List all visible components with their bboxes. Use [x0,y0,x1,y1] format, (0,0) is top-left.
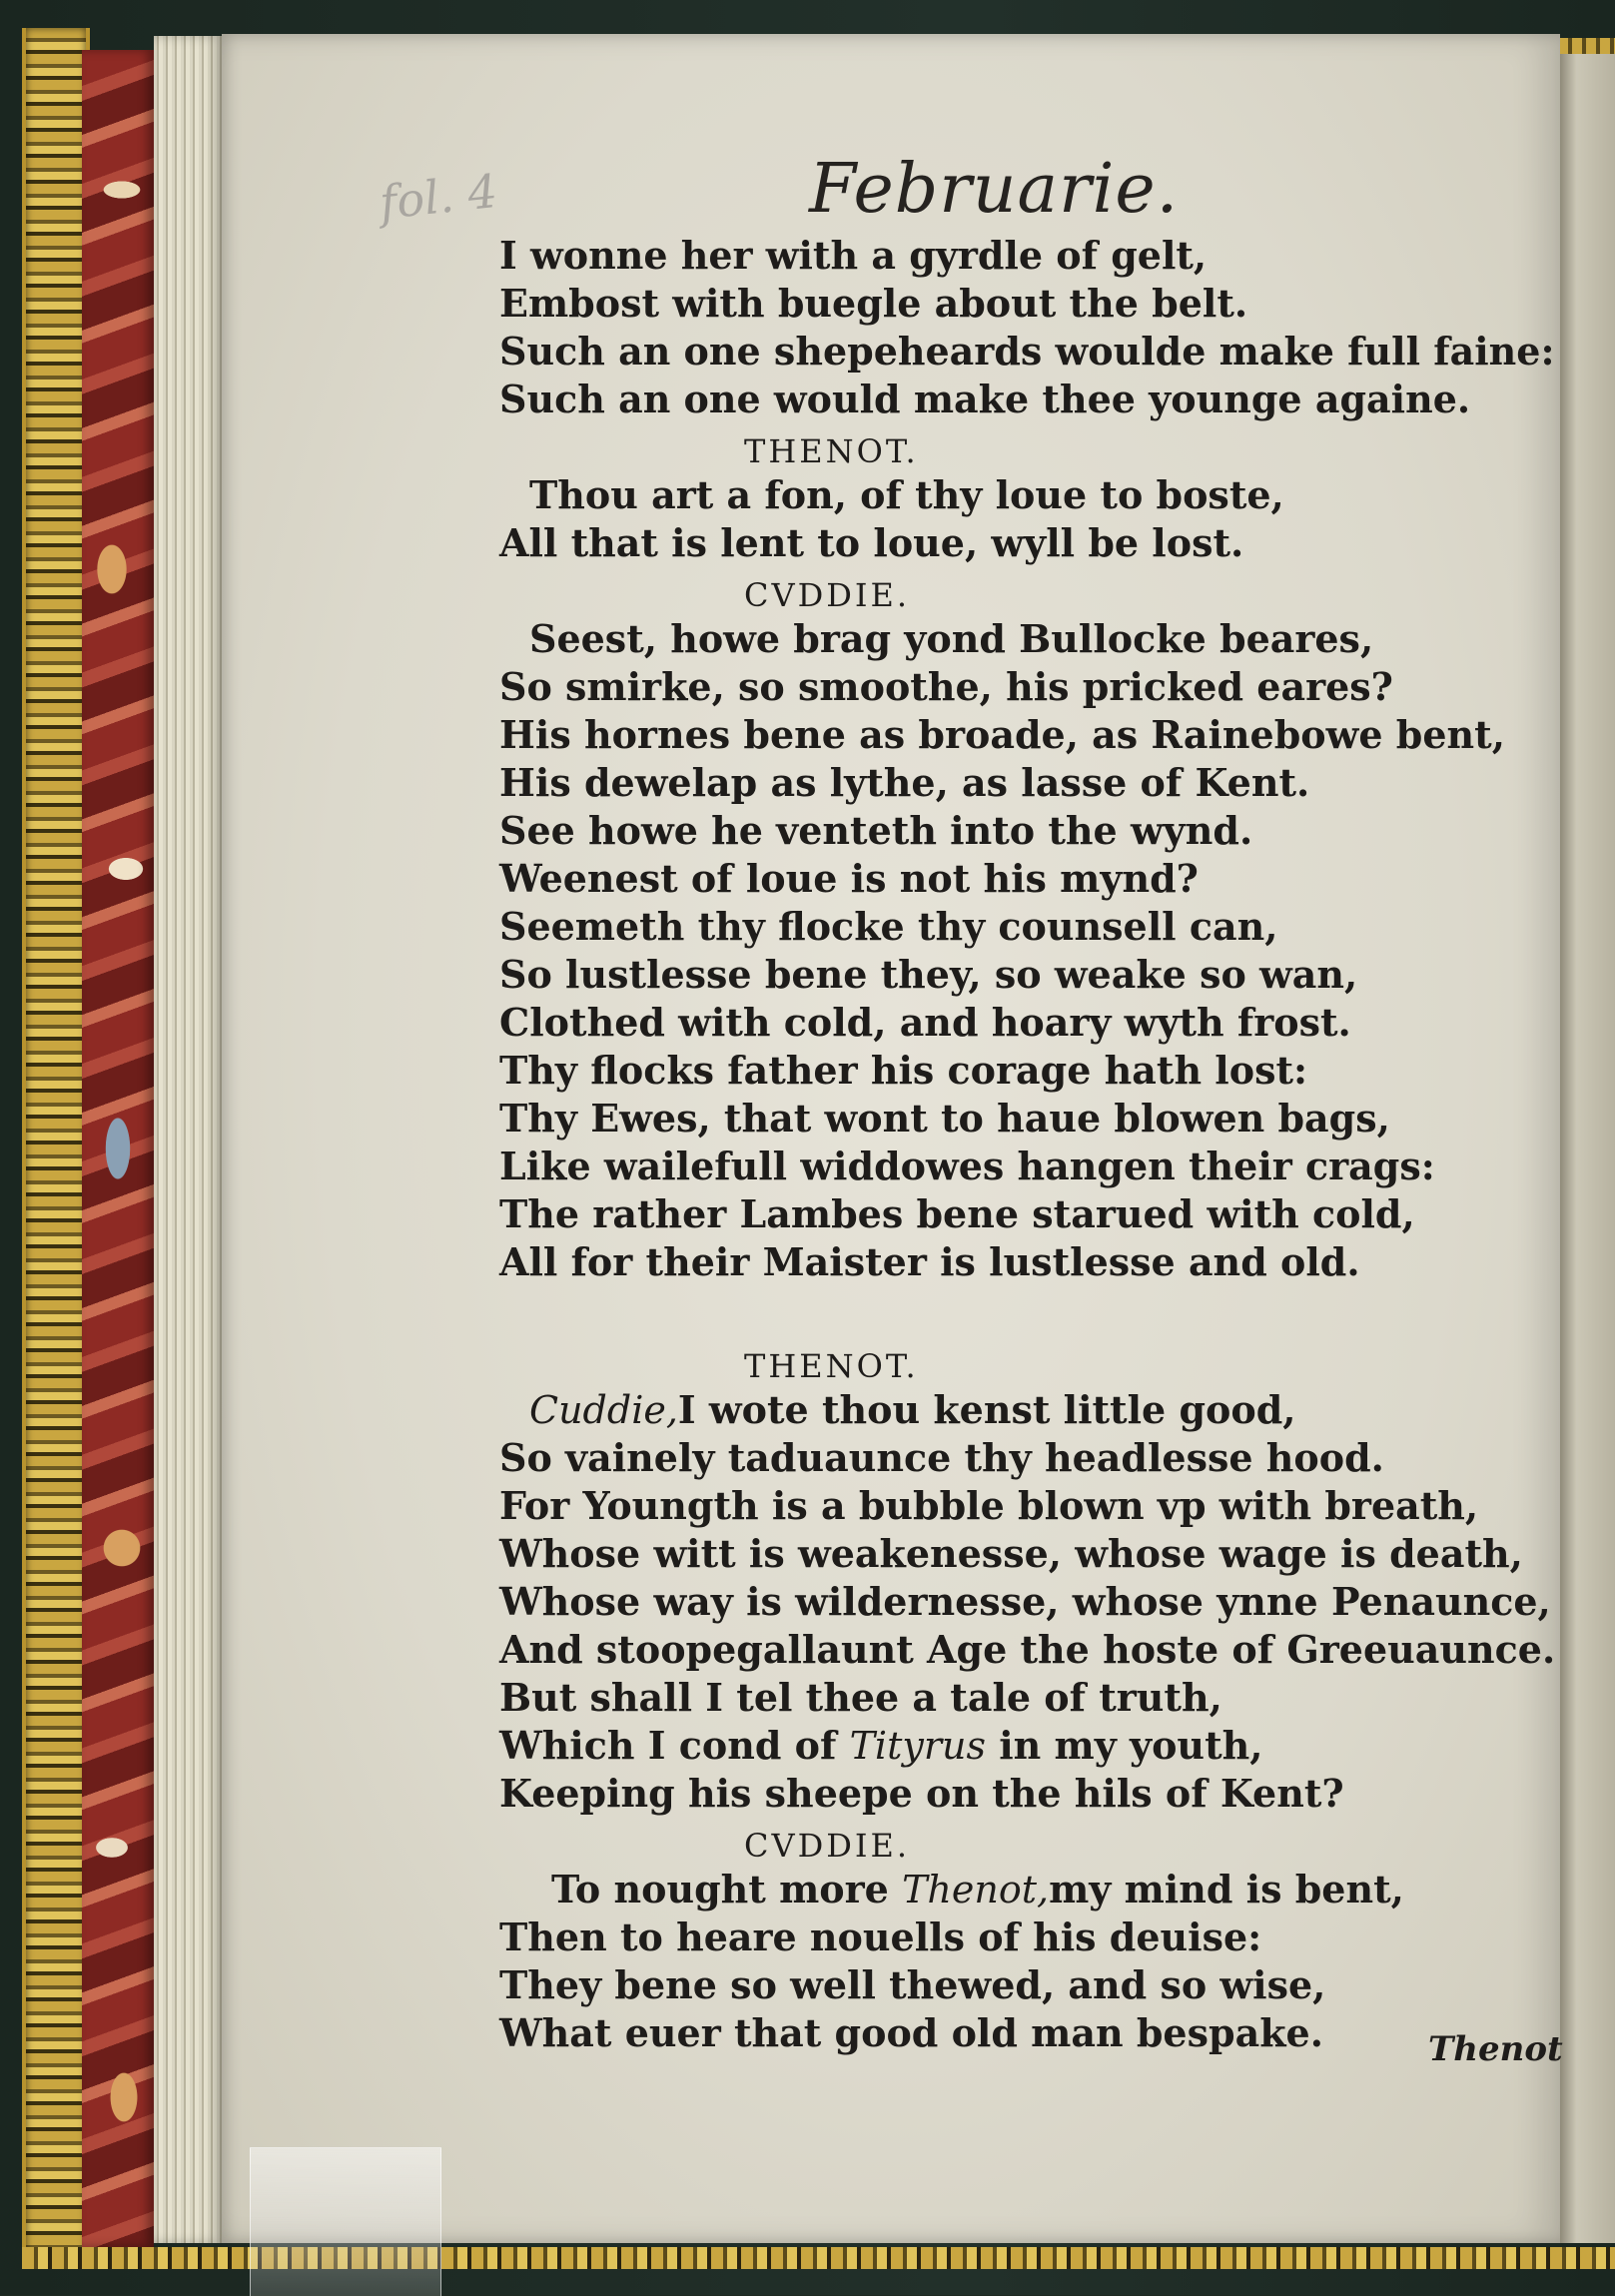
verse-line [499,1047,1478,1095]
line-text: I wonne her with a gyrdle of gelt, [499,233,1208,278]
line-text: All for their Maister is lustlesse and old. [499,1239,1360,1284]
facing-page-edge [1560,46,1615,2243]
verse-line [499,280,1478,328]
verse-line [499,663,1478,711]
verse-line [499,1866,1478,1913]
line-text: For Youngth is a bubble blown vp with breath, [499,1483,1479,1528]
line-text: See howe he venteth into the wynd. [499,808,1253,853]
verse-line [499,328,1555,376]
gilt-border-top-right [1558,38,1615,54]
line-text: Thy flocks father his corage hath lost: [499,1048,1308,1093]
line-text: But shall I tel thee a tale of truth, [499,1675,1222,1720]
line-text: So smirke, so smoothe, his pricked eares? [499,664,1393,709]
verse-line [499,615,1478,663]
verse-line [499,232,1478,280]
verse-line [499,1913,1478,1961]
line-text: Keeping his sheepe on the hils of Kent? [499,1771,1344,1816]
line-text: Such an one would make thee younge againe. [499,377,1471,421]
speaker-name [499,567,1478,615]
line-text: To nought more [551,1867,903,1912]
manuscript-folio-note: fol. 4 [377,163,500,231]
speaker-label: THENOT. [744,1347,919,1385]
verse-line [499,471,1478,519]
line-text: Which I cond of [499,1723,850,1768]
verse-line [499,1626,1556,1674]
running-head: Februarie. [809,150,1180,229]
verse-line [499,759,1478,807]
page-edges [154,36,224,2243]
verse-line [499,1386,1478,1434]
line-text: Weenest of loue is not his mynd? [499,856,1199,901]
verse-line [499,1482,1478,1530]
verse-block [499,232,1556,2057]
line-text: Thy Ewes, that wont to haue blowen bags, [499,1096,1390,1141]
line-text: in my youth, [985,1723,1263,1768]
line-text: Thou art a fon, of thy loue to boste, [529,472,1284,517]
speaker-label: THENOT. [744,432,919,470]
verse-line [499,1674,1478,1722]
verse-line [499,999,1478,1047]
line-text: So lustlesse bene they, so weake so wan, [499,952,1358,997]
line-text: All that is lent to loue, wyll be lost. [499,520,1244,565]
verse-line [499,855,1478,903]
italic-name: Thenot, [902,1868,1050,1912]
gilt-border-left [22,28,90,2265]
verse-line [499,1434,1478,1482]
line-text: His hornes bene as broade, as Rainebowe bent, [499,712,1505,757]
page-clip [250,2147,441,2296]
line-text: Like wailefull widdowes hangen their crags: [499,1144,1435,1188]
italic-name: Cuddie, [529,1388,678,1432]
line-text: my mind is bent, [1049,1867,1404,1912]
verse-line [499,1190,1478,1238]
line-text: Whose way is wildernesse, whose ynne Penaunce, [499,1579,1551,1624]
italic-name: Tityrus [849,1724,986,1768]
line-text: I wote thou kenst little good, [677,1387,1296,1432]
verse-line [499,807,1478,855]
speaker-label: CVDDIE. [744,576,911,614]
verse-line [499,1961,1478,2009]
catchword: Thenot [1428,2029,1563,2069]
speaker-label: CVDDIE. [744,1827,911,1865]
line-text: The rather Lambes bene starued with cold, [499,1191,1415,1236]
line-text: Seest, howe brag yond Bullocke beares, [529,616,1374,661]
verse-line [499,903,1478,951]
line-text: His dewelap as lythe, as lasse of Kent. [499,760,1310,805]
verse-line [499,1095,1478,1143]
verse-line [499,1238,1478,1286]
verse-line [499,519,1478,567]
line-text: Clothed with cold, and hoary wyth frost. [499,1000,1351,1045]
line-text: Such an one shepeheards woulde make full faine: [499,329,1555,374]
speaker-name [499,423,1478,471]
stanza-gap [499,1286,1478,1338]
speaker-name [499,1338,1478,1386]
speaker-name [499,1818,1478,1866]
line-text: So vainely taduaunce thy headlesse hood. [499,1435,1384,1480]
verse-line [499,1530,1523,1578]
verse-line [499,951,1478,999]
marbled-endpaper [82,50,154,2247]
verse-line [499,376,1478,423]
verse-line [499,2009,1478,2057]
verse-line [499,1578,1551,1626]
line-text: And stoopegallaunt Age the hoste of Greeuaunce. [499,1627,1556,1672]
verse-line [499,1770,1478,1818]
line-text: Embost with buegle about the belt. [499,281,1248,326]
verse-line [499,1722,1478,1770]
line-text: What euer that good old man bespake. [499,2010,1323,2055]
line-text: Seemeth thy flocke thy counsell can, [499,904,1278,949]
verse-line [499,1143,1478,1190]
line-text: They bene so well thewed, and so wise, [499,1962,1326,2007]
verse-line [499,711,1505,759]
line-text: Whose witt is weakenesse, whose wage is death, [499,1531,1523,1576]
line-text: Then to heare nouells of his deuise: [499,1914,1262,1959]
